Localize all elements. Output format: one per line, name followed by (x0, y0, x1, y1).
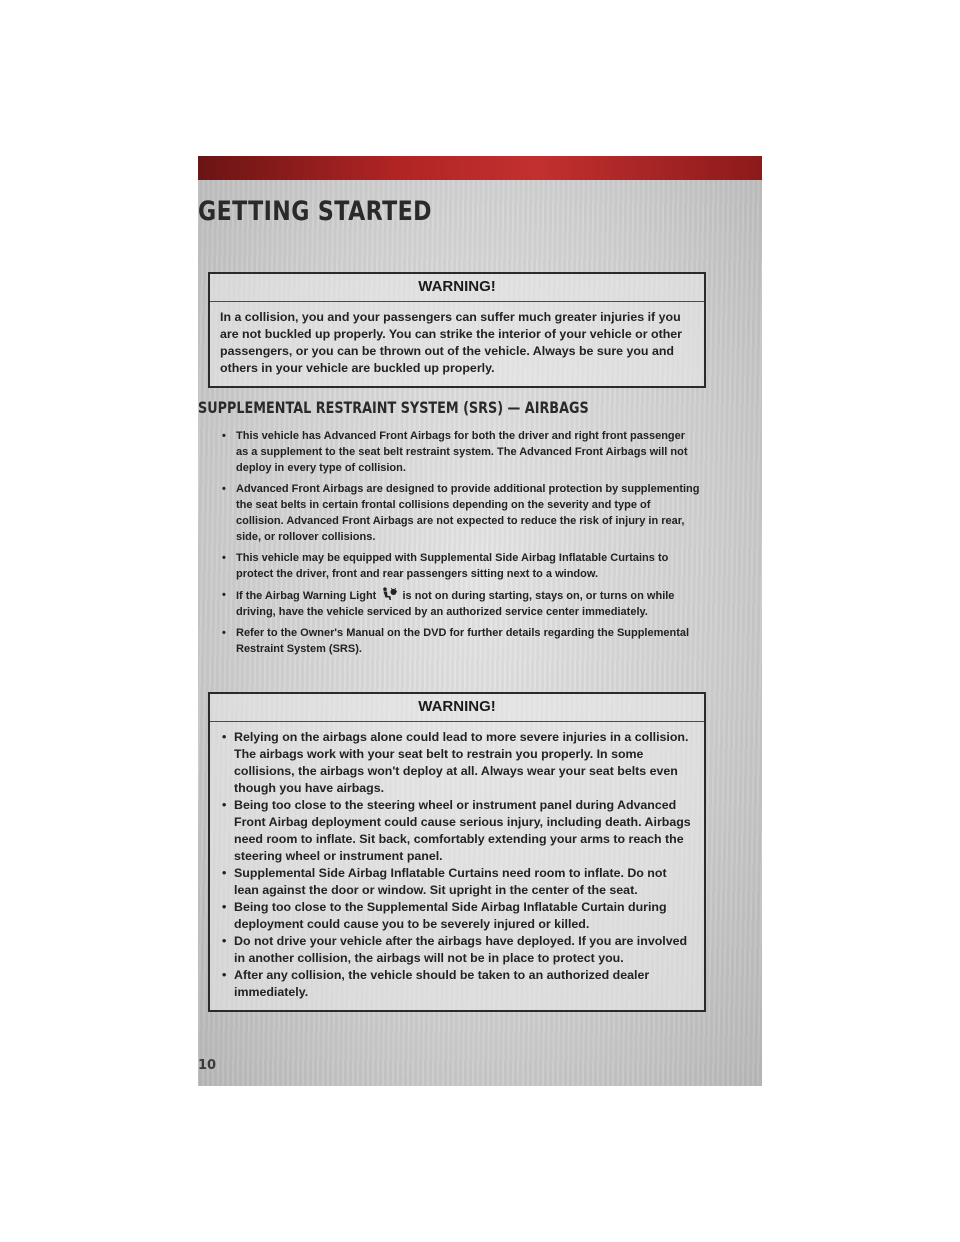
srs-section-title: SUPPLEMENTAL RESTRAINT SYSTEM (SRS) — AIRBAGS (198, 398, 589, 417)
bullet-text-before-icon: If the Airbag Warning Light (236, 590, 377, 602)
list-item: • This vehicle has Advanced Front Airbags for both the driver and right front passenger as a supplement to the seat belt restraint system. The Advanced Front Airbags will not deploy in every type of collision. (220, 428, 700, 476)
warning-text: In a collision, you and your passengers can suffer much greater injuries if you are not buckled up properly. You can strike the interior of your vehicle or other passengers, or you can be thrown out of the vehicle. Always be sure you and others in your vehicle are buckled up properly. (220, 310, 682, 375)
warning-box-seatbelt (208, 272, 706, 388)
warning-list (220, 729, 694, 1001)
srs-bullet-list (220, 428, 700, 662)
list-item: • This vehicle may be equipped with Supplemental Side Airbag Inflatable Curtains to protect the driver, front and rear passengers sitting next to a window. (220, 550, 700, 582)
warning-body (210, 722, 704, 1010)
list-item: • Supplemental Side Airbag Inflatable Curtains need room to inflate. Do not lean against the door or window. Sit upright in the center of the seat. (220, 865, 694, 899)
list-item (220, 587, 700, 620)
list-item: • Being too close to the Supplemental Side Airbag Inflatable Curtain during deployment could cause you to be severely injured or killed. (220, 899, 694, 933)
warning-heading: WARNING! (210, 274, 704, 302)
list-item: • Being too close to the steering wheel or instrument panel during Advanced Front Airbag deployment could cause serious injury, including death. Airbags need room to inflate. Sit back, comfortably extending your arms to reach the steering wheel or instrument panel. (220, 797, 694, 865)
list-item: • Do not drive your vehicle after the airbags have deployed. If you are involved in another collision, the airbags will not be in place to protect you. (220, 933, 694, 967)
list-item: • Relying on the airbags alone could lead to more severe injuries in a collision. The airbags work with your seat belt to restrain you properly. In some collisions, the airbags won't deploy at all. Always wear your seat belts even though you have airbags. (220, 729, 694, 797)
list-item: • Advanced Front Airbags are designed to provide additional protection by supplementing the seat belts in certain frontal collisions depending on the severity and type of collision. Advanced Front Airbags are not expected to reduce the risk of injury in rear, side, or rollover collisions. (220, 481, 700, 545)
warning-box-airbags (208, 692, 706, 1012)
warning-heading: WARNING! (210, 694, 704, 722)
section-title: GETTING STARTED (198, 196, 432, 227)
header-band (198, 156, 762, 180)
page-number: 10 (198, 1058, 217, 1073)
manual-page (198, 156, 762, 1086)
list-item: • Refer to the Owner's Manual on the DVD for further details regarding the Supplemental Restraint System (SRS). (220, 625, 700, 657)
list-item: • After any collision, the vehicle should be taken to an authorized dealer immediately. (220, 967, 694, 1001)
bullet-text-after-icon: is not on during starting, stays on, or turns on while driving, have the vehicle serviced by an authorized service center immediately. (236, 590, 675, 618)
airbag-warning-light-icon (381, 587, 397, 601)
